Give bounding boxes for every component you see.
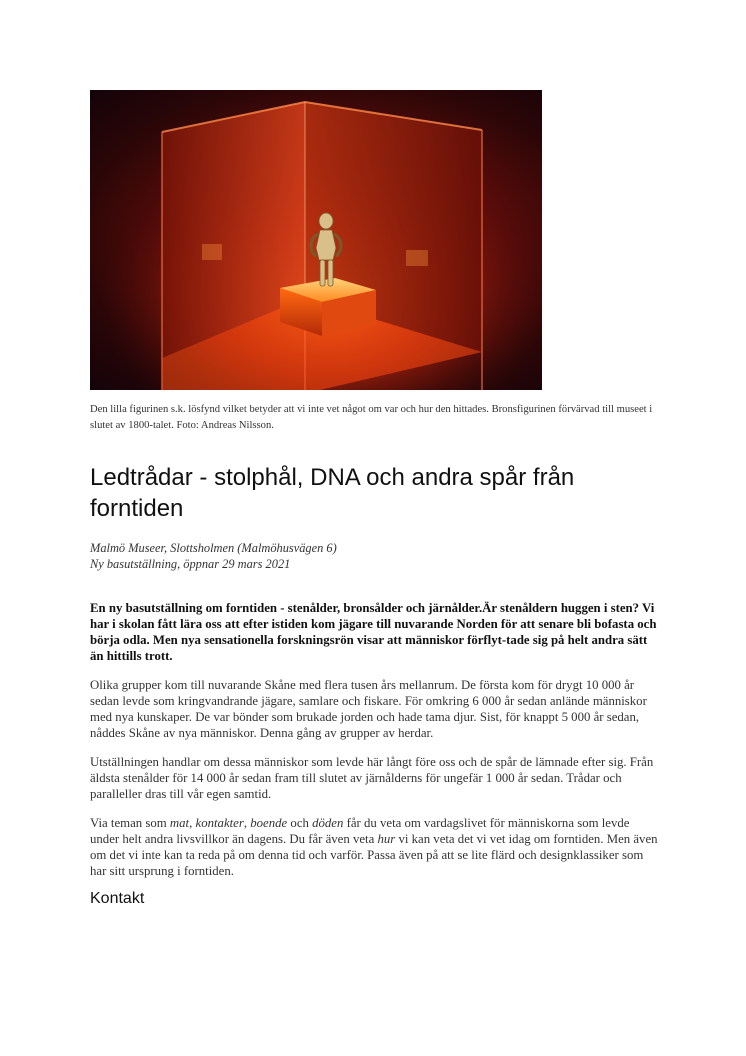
emphasis-hur: hur	[377, 832, 396, 846]
figurine-photo	[90, 90, 542, 390]
museum-figurine-photo-icon	[90, 90, 542, 390]
press-release	[90, 90, 658, 909]
text-segment: får du veta om vardagslivet för människorna som levde under helt andra livsvillkor än dagens. Du får även veta	[90, 816, 630, 846]
body-paragraph-2: Utställningen handlar om dessa människor som levde här långt före oss och de spår de lämnade efter sig. Från äldsta stenålder för 14 000 år sedan fram till slutet av järnålderns för ungefär 1 000 år sedan. Trådar och paralleller dras till vår egen samtid.	[90, 755, 654, 801]
body-paragraph-3	[90, 815, 658, 879]
photo-caption: Den lilla figurinen s.k. lösfynd vilket betyder att vi inte vet något om var och hur den hittades. Bronsfigurinen förvärvad till museet i slutet av 1800-talet. Foto: Andreas Nilsson.	[90, 404, 653, 431]
emphasis-boende: boende	[250, 816, 288, 830]
event-opening: Ny basutställning, öppnar 29 mars 2021	[90, 557, 291, 571]
text-segment: och	[287, 816, 313, 830]
event-location: Malmö Museer, Slottsholmen (Malmöhusvägen 6)	[90, 541, 337, 555]
emphasis-mat: mat	[169, 816, 190, 830]
text-segment: ,	[243, 816, 251, 830]
text-segment: Via teman som	[90, 816, 170, 830]
contact-heading: Kontakt	[90, 890, 145, 907]
page-title: Ledtrådar - stolphål, DNA och andra spår från forntiden	[90, 464, 575, 522]
event-meta	[90, 540, 658, 572]
text-segment: ,	[189, 816, 196, 830]
text-segment: vi kan veta det vi vet idag om forntiden. Men även om det vi inte kan ta reda på om denna tid och varför. Passa även på att se lite flärd och designklassiker som har sitt ursprung i forntiden.	[90, 832, 658, 878]
emphasis-kontakter: kontakter	[195, 816, 244, 830]
body-paragraph-1: Olika grupper kom till nuvarande Skåne med flera tusen års mellanrum. De första kom för drygt 10 000 år sedan levde som kringvandrande jägare, samlare och fiskare. För omkring 6 000 år sedan anlände människor med nya kunskaper. De var bönder som brukade jorden och hade tama djur. Sist, för knappt 5 000 år sedan, nåddes Skåne av nya människor. Denna gång av grupper av herdar.	[90, 678, 647, 740]
lead-paragraph: En ny basutställning om forntiden - stenålder, bronsålder och järnålder.Är stenåldern huggen i sten? Vi har i skolan fått lära oss att efter istiden kom jägare till nuvarande Norden för att senare bli bofasta och börja odla. Men nya sensationella forskningsrön visar att människor förflyt-tade sig på helt andra sätt än hittills trott.	[90, 601, 657, 663]
emphasis-doden: döden	[312, 816, 344, 830]
